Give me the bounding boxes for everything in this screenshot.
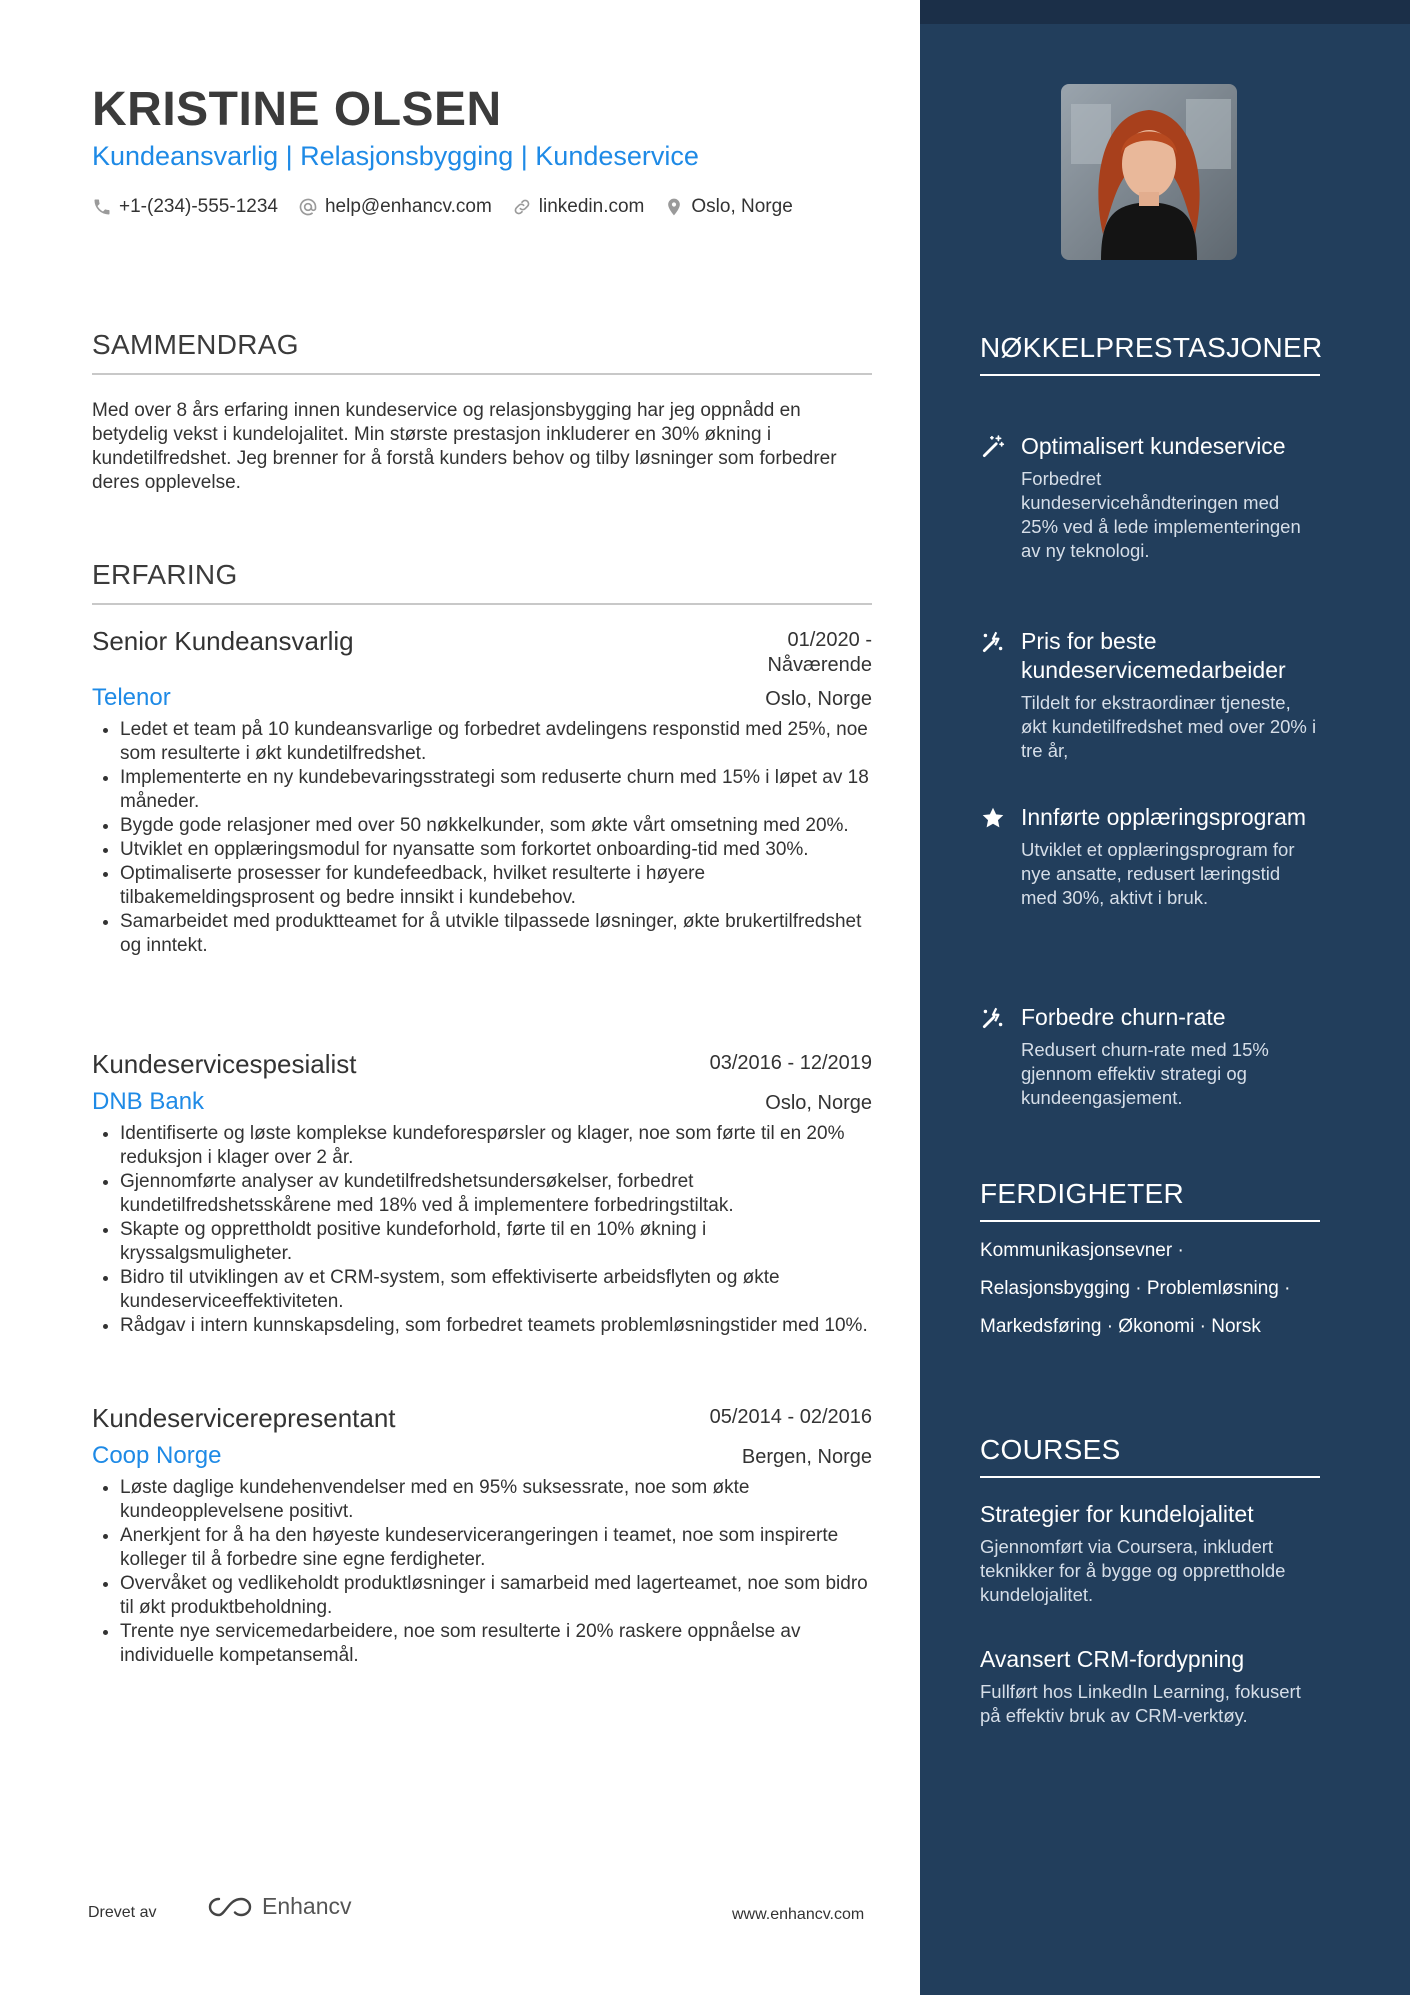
achievements-title: NØKKELPRESTASJONER (980, 330, 1320, 376)
footer-url[interactable]: www.enhancv.com (732, 1906, 865, 1923)
course-desc: Gjennomført via Coursera, inkludert teknikker for å bygge og opprettholde kundelojalitet. (980, 1536, 1286, 1605)
contact-bar (92, 196, 793, 218)
at-icon (298, 197, 318, 217)
list-item: • Løste daglige kundehenvendelser med en 95% suksessrate, noe som økte kundeopplevelsene positivt. (120, 1476, 872, 1524)
course-item (980, 1645, 1320, 1728)
job-entry (92, 1403, 872, 1668)
job-location: Oslo, Norge (765, 1092, 872, 1114)
link-icon (512, 197, 532, 217)
company-name: Coop Norge (92, 1442, 222, 1469)
bolt-icon (980, 1005, 1006, 1031)
course-title: Strategier for kundelojalitet (980, 1501, 1254, 1527)
achievement-title: Optimalisert kundeservice (1021, 433, 1286, 459)
list-item: • Trente nye servicemedarbeidere, noe som resulterte i 20% raskere oppnåelse av individuelle kompetansemål. (120, 1620, 872, 1668)
company-name: Telenor (92, 684, 171, 711)
infinity-logo-icon (206, 1894, 254, 1920)
phone-icon (92, 197, 112, 217)
list-item: • Bygde gode relasjoner med over 50 nøkkelkunder, som økte vårt omsetning med 20%. (120, 814, 872, 838)
bolt-icon (980, 629, 1006, 655)
map-pin-icon (664, 197, 684, 217)
job-bullets (92, 718, 872, 958)
sidebar (920, 0, 1410, 1995)
job-dates: 01/2020 - Nåværende (767, 629, 872, 676)
summary-text: Med over 8 års erfaring innen kundeservice og relasjonsbygging har jeg oppnådd en betydelig vekst i kundelojalitet. Min største prestasjon inkluderer en 30% økning i kundetilfredshet. Jeg brenner for å forstå kunders behov og tilby løsninger som forbedrer deres opplevelse. (92, 400, 837, 493)
star-icon (980, 805, 1006, 831)
contact-phone[interactable] (92, 196, 278, 218)
skill-line: Kommunikasjonsevner · (980, 1240, 1184, 1261)
list-item: • Bidro til utviklingen av et CRM-system, som effektiviserte arbeidsflyten og økte kundeserviceeffektiviteten. (120, 1266, 872, 1314)
job-entry (92, 626, 872, 958)
achievement-desc: Tildelt for ekstraordinær tjeneste, økt kundetilfredshet med over 20% i tre år, (1021, 692, 1317, 761)
list-item: • Ledet et team på 10 kundeansvarlige og forbedret avdelingens responstid med 25%, noe som resulterte i økt kundetilfredshet. (120, 718, 872, 766)
list-item: • Anerkjent for å ha den høyeste kundeservicerangeringen i teamet, noe som inspirerte kolleger til å forbedre sine egne ferdigheter. (120, 1524, 872, 1572)
experience-title: ERFARING (92, 559, 872, 605)
magic-wand-icon (980, 434, 1006, 460)
achievement-title: Innførte opplæringsprogram (1021, 804, 1307, 830)
list-item: • Overvåket og vedlikeholdt produktløsninger i samarbeid med lagerteamet, noe som bidro til økt produktbeholdning. (120, 1572, 872, 1620)
skill-line: Markedsføring · Økonomi · Norsk (980, 1316, 1261, 1337)
achievement-item (980, 1003, 1320, 1110)
list-item: • Samarbeidet med produktteamet for å utvikle tilpassede løsninger, økte brukertilfredshet og inntekt. (120, 910, 872, 958)
brand-text: Enhancv (262, 1893, 352, 1919)
contact-email[interactable] (298, 196, 492, 218)
achievement-desc: Utviklet et opplæringsprogram for nye ansatte, redusert læringstid med 30%, aktivt i bruk. (1021, 839, 1295, 908)
skill-line: Relasjonsbygging · Problemløsning · (980, 1278, 1291, 1299)
achievement-item (980, 432, 1320, 563)
job-title: Senior Kundeansvarlig (92, 626, 354, 656)
achievement-item (980, 803, 1320, 910)
contact-location (664, 196, 792, 218)
job-bullets (92, 1122, 872, 1338)
achievement-title: Pris for beste kundeservicemedarbeider (1021, 628, 1286, 683)
list-item: • Utviklet en opplæringsmodul for nyansatte som forkortet onboarding-tid med 30%. (120, 838, 872, 862)
achievement-desc: Forbedret kundeservicehåndteringen med 25% ved å lede implementeringen av ny teknologi. (1021, 468, 1301, 561)
profile-photo (1061, 84, 1237, 260)
course-item (980, 1500, 1320, 1607)
course-desc: Fullført hos LinkedIn Learning, fokusert på effektiv bruk av CRM-verktøy. (980, 1681, 1301, 1726)
portrait-image (1061, 84, 1237, 260)
headline: Kundeansvarlig | Relasjonsbygging | Kundeservice (92, 141, 699, 171)
enhancv-logo[interactable] (206, 1893, 352, 1920)
job-location: Oslo, Norge (765, 688, 872, 710)
candidate-name: KRISTINE OLSEN (92, 83, 502, 136)
list-item: • Rådgav i intern kunnskapsdeling, som forbedret teamets problemløsningstider med 10%. (120, 1314, 872, 1338)
job-title: Kundeservicespesialist (92, 1049, 357, 1079)
location-text: Oslo, Norge (691, 196, 793, 217)
courses-title: COURSES (980, 1432, 1320, 1478)
list-item: • Gjennomførte analyser av kundetilfredshetsundersøkelser, forbedret kundetilfredshetsskårene med 18% ved å implementere forbedringstiltak. (120, 1170, 872, 1218)
job-title: Kundeservicerepresentant (92, 1403, 396, 1433)
list-item: • Implementerte en ny kundebevaringsstrategi som reduserte churn med 15% i løpet av 18 måneder. (120, 766, 872, 814)
contact-linkedin[interactable] (512, 196, 645, 218)
job-bullets (92, 1476, 872, 1668)
course-title: Avansert CRM-fordypning (980, 1646, 1245, 1672)
email-text: help@enhancv.com (324, 196, 492, 217)
achievement-item (980, 627, 1320, 763)
sidebar-top-band (920, 0, 1410, 24)
list-item: • Optimaliserte prosesser for kundefeedback, hvilket resulterte i høyere tilbakemeldingsprosent og bedre innsikt i kundebehov. (120, 862, 872, 910)
skills-title: FERDIGHETER (980, 1176, 1320, 1222)
job-entry (92, 1049, 872, 1338)
phone-text: +1-(234)-555-1234 (119, 196, 278, 217)
job-location: Bergen, Norge (741, 1446, 872, 1468)
job-dates: 03/2016 - 12/2019 (709, 1052, 872, 1074)
achievement-title: Forbedre churn-rate (1021, 1004, 1226, 1030)
linkedin-text: linkedin.com (538, 196, 645, 217)
achievement-desc: Redusert churn-rate med 15% gjennom effektiv strategi og kundeengasjement. (1021, 1039, 1269, 1108)
list-item: • Identifiserte og løste komplekse kundeforespørsler og klager, noe som førte til en 20% reduksjon i klager over 2 år. (120, 1122, 872, 1170)
company-name: DNB Bank (92, 1088, 205, 1115)
summary-title: SAMMENDRAG (92, 329, 872, 375)
skills-list (980, 1240, 1320, 1354)
list-item: • Skapte og opprettholdt positive kundeforhold, førte til en 10% økning i kryssalgsmuligheter. (120, 1218, 872, 1266)
job-dates: 05/2014 - 02/2016 (709, 1406, 872, 1428)
powered-by-label: Drevet av (88, 1904, 157, 1921)
